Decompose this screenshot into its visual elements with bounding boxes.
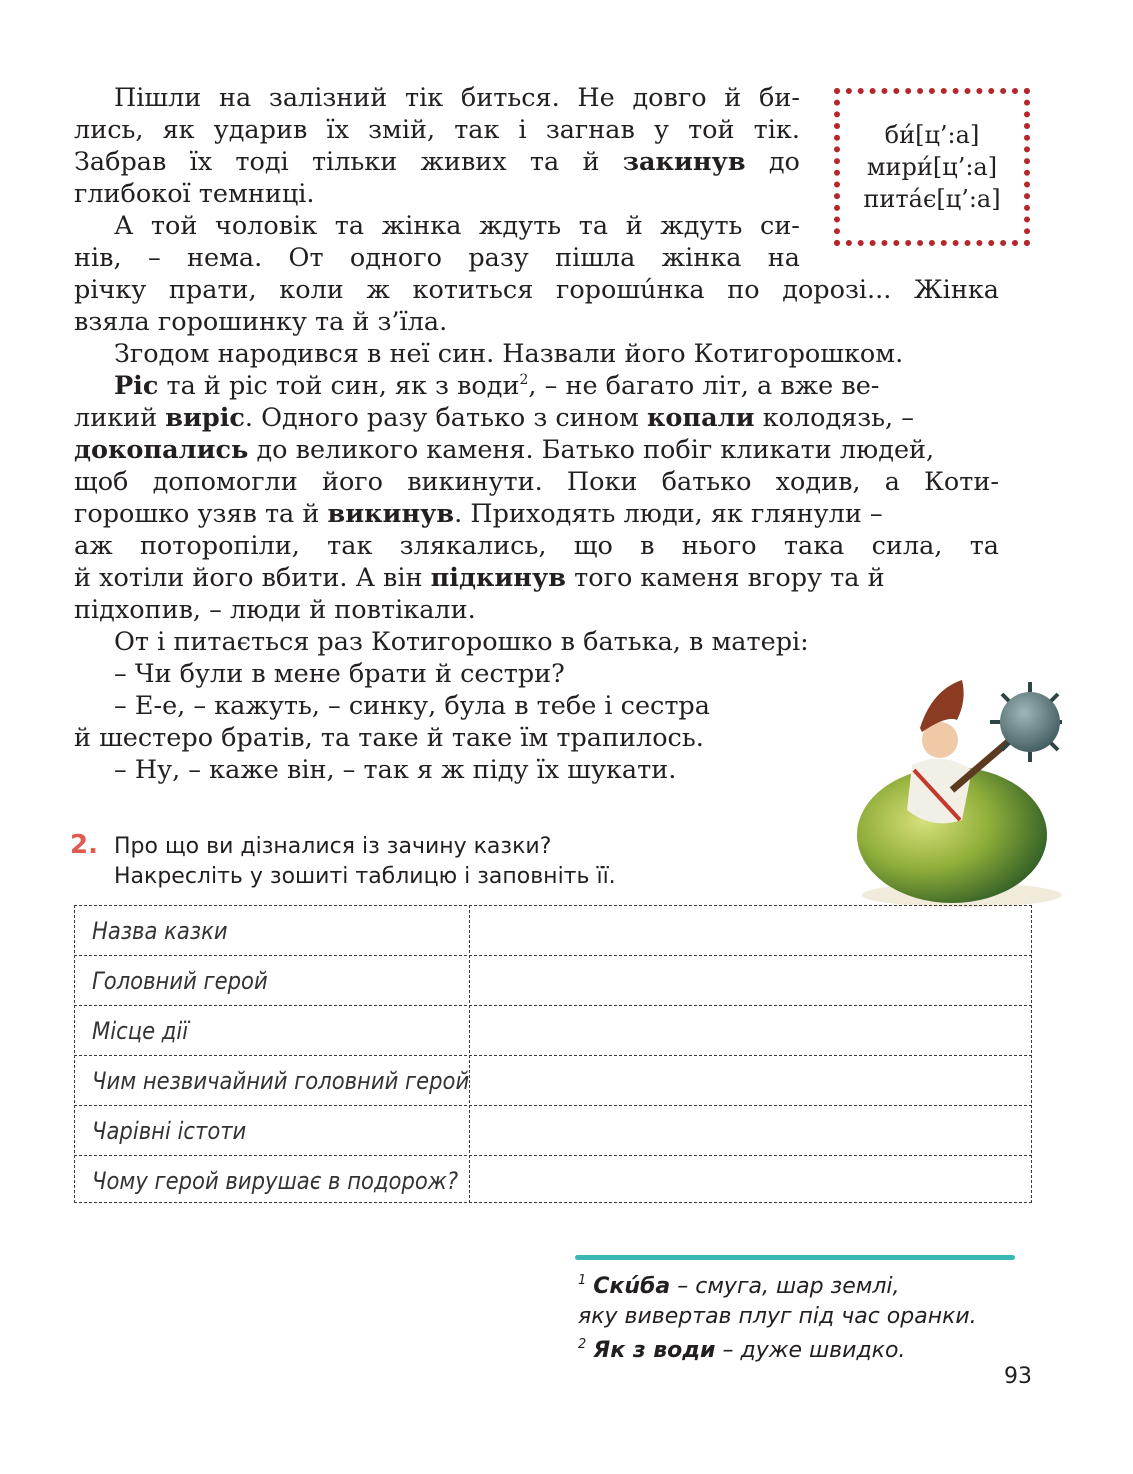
story-word: що (573, 531, 613, 561)
story-word: в (640, 531, 655, 561)
story-line (114, 82, 800, 114)
story-word: так (327, 531, 373, 561)
story-word: така (783, 531, 845, 561)
pronunciation-box (834, 88, 1030, 246)
story-line (74, 466, 999, 498)
story-line: Ріс та й ріс той син, як з води$^2$, – не багато літ, а вже ве- (114, 371, 880, 401)
story-word: допомогли (152, 467, 298, 497)
footnote-1: $^1$ Скúба – смуга, шар землі, (578, 1273, 900, 1299)
story-word: тік (404, 83, 444, 113)
story-line: – Е-е, – кажуть, – синку, була в тебе і сестра (114, 691, 710, 721)
story-word: ходив, (775, 467, 861, 497)
story-word: Пішли (114, 83, 202, 113)
table-border (74, 905, 1032, 906)
story-word: аж (74, 531, 113, 561)
story-word: викинути. (407, 467, 543, 497)
story-line: – Ну, – каже він, – так я ж піду їх шукати. (114, 755, 677, 785)
story-word: тоді (235, 147, 289, 177)
kotyhoroshko-illustration (852, 670, 1062, 910)
table-border (74, 1155, 1032, 1156)
story-line: От і питається раз Котигорошко в батька, в матері: (114, 627, 809, 657)
table-row-label: Назва казки (92, 917, 228, 945)
story-line: підхопив, – люди й повтікали. (74, 595, 476, 625)
story-word: залізний (268, 83, 388, 113)
story-line: Згодом народився в неї син. Назвали його Котигорошком. (114, 339, 904, 369)
story-word: а (884, 467, 900, 497)
story-word: прати, (168, 275, 257, 305)
story-word: ударив (213, 115, 308, 145)
story-word: От (288, 243, 324, 273)
fairy-tale-table (74, 905, 1032, 1203)
story-word: злякались, (399, 531, 547, 561)
story-word: їх (326, 115, 349, 145)
story-word: довго (632, 83, 707, 113)
story-word: той (150, 211, 198, 241)
story-word: на (219, 83, 252, 113)
story-word: та (969, 531, 999, 561)
footnote-2: $^2$ Як з води – дуже швидко. (578, 1337, 906, 1363)
story-word: той (688, 115, 735, 145)
story-word: його (321, 467, 384, 497)
story-line: горошко узяв та й викинув. Приходять люди, як глянули – (74, 499, 883, 529)
story-word: загнав (545, 115, 635, 145)
story-line: й хотіли його вбити. А він підкинув того каменя вгору та й (74, 563, 885, 593)
story-word: одного (349, 243, 442, 273)
table-border (469, 905, 470, 1203)
story-word: річку (74, 275, 147, 305)
story-word: Жінка (914, 275, 999, 305)
table-row-label: Чому герой вирушає в подорож? (92, 1167, 459, 1195)
task-instruction: Накресліть у зошиті таблицю і заповніть її. (114, 864, 616, 889)
story-word: – (147, 243, 161, 273)
story-line: докопались до великого каменя. Батько побіг кликати людей, (74, 435, 935, 465)
story-word: Не (577, 83, 615, 113)
story-line: глибокої темниці. (74, 179, 315, 209)
story-word: горошúнка (555, 275, 705, 305)
story-word: нема. (187, 243, 263, 273)
story-line: й шестеро братів, та таке й таке їм трапилось. (74, 723, 704, 753)
footnote-1-continued: яку вивертав плуг під час оранки. (578, 1304, 977, 1329)
story-line: Забрав їх тоді тільки живих та й закинув до (74, 147, 800, 177)
story-word: так (454, 115, 500, 145)
table-row-label: Чим незвичайний головний герой (92, 1067, 470, 1095)
story-word: разу (468, 243, 529, 273)
pronunciation-item: пита́є[ц’:а] (863, 185, 1001, 213)
story-word: живих (420, 147, 507, 177)
table-border (74, 1202, 1032, 1203)
story-word: та (334, 211, 365, 241)
page-number: 93 (1004, 1364, 1032, 1389)
story-word: на (767, 243, 800, 273)
task-number: 2. (70, 830, 98, 860)
story-word: по (727, 275, 760, 305)
story-word: би- (758, 83, 800, 113)
story-word: ждуть (660, 211, 743, 241)
story-line (74, 242, 800, 274)
story-word: й (724, 83, 742, 113)
table-row-label: Чарівні істоти (92, 1117, 247, 1145)
story-word: як (162, 115, 195, 145)
table-row-label: Місце дії (92, 1017, 189, 1045)
story-line: – Чи були в мене брати й сестри? (114, 659, 565, 689)
story-line (74, 114, 800, 146)
story-word: ж (366, 275, 390, 305)
task-question: Про що ви дізналися із зачину казки? (114, 834, 552, 859)
story-line (114, 210, 800, 242)
story-word: змій, (368, 115, 436, 145)
story-word: жінка (661, 243, 742, 273)
story-word: си- (760, 211, 800, 241)
story-word: поторопіли, (139, 531, 300, 561)
story-word: биться. (460, 83, 560, 113)
table-border (74, 1055, 1032, 1056)
table-border (74, 905, 75, 1203)
story-word: й (625, 211, 643, 241)
story-word: А (114, 211, 134, 241)
story-word: їх (189, 147, 213, 177)
story-line (74, 530, 999, 562)
story-line (74, 274, 999, 306)
story-line: ликий виріс. Одного разу батько з сином копали колодязь, – (74, 403, 914, 433)
story-word: жінка (381, 211, 462, 241)
story-word: тільки (311, 147, 398, 177)
pronunciation-item: мири́[ц’:а] (866, 153, 998, 181)
story-word: Поки (566, 467, 638, 497)
story-word: та (578, 211, 609, 241)
story-word: нього (681, 531, 757, 561)
table-border (74, 1105, 1032, 1106)
table-border (1031, 905, 1032, 1203)
story-word: щоб (74, 467, 129, 497)
story-word: й (582, 147, 600, 177)
story-word: нів, (74, 243, 122, 273)
story-word: тік. (753, 115, 800, 145)
story-line: взяла горошинку та й з’їла. (74, 307, 448, 337)
table-row-label: Головний герой (92, 967, 268, 995)
story-word: і (518, 115, 527, 145)
story-word: Забрав (74, 147, 167, 177)
story-word: котиться (412, 275, 534, 305)
story-word: у (653, 115, 669, 145)
story-word: Коти- (924, 467, 999, 497)
story-word: дорозі... (782, 275, 892, 305)
table-border (74, 955, 1032, 956)
footnote-divider (575, 1255, 1015, 1260)
story-word: пішла (555, 243, 636, 273)
story-word: коли (279, 275, 344, 305)
story-word: та (529, 147, 560, 177)
story-word: чоловік (214, 211, 318, 241)
pronunciation-item: би́[ц’:а] (884, 121, 980, 149)
table-border (74, 1005, 1032, 1006)
story-word: сила, (871, 531, 943, 561)
story-word: лись, (74, 115, 144, 145)
story-word: ждуть (479, 211, 562, 241)
story-word: батько (661, 467, 752, 497)
